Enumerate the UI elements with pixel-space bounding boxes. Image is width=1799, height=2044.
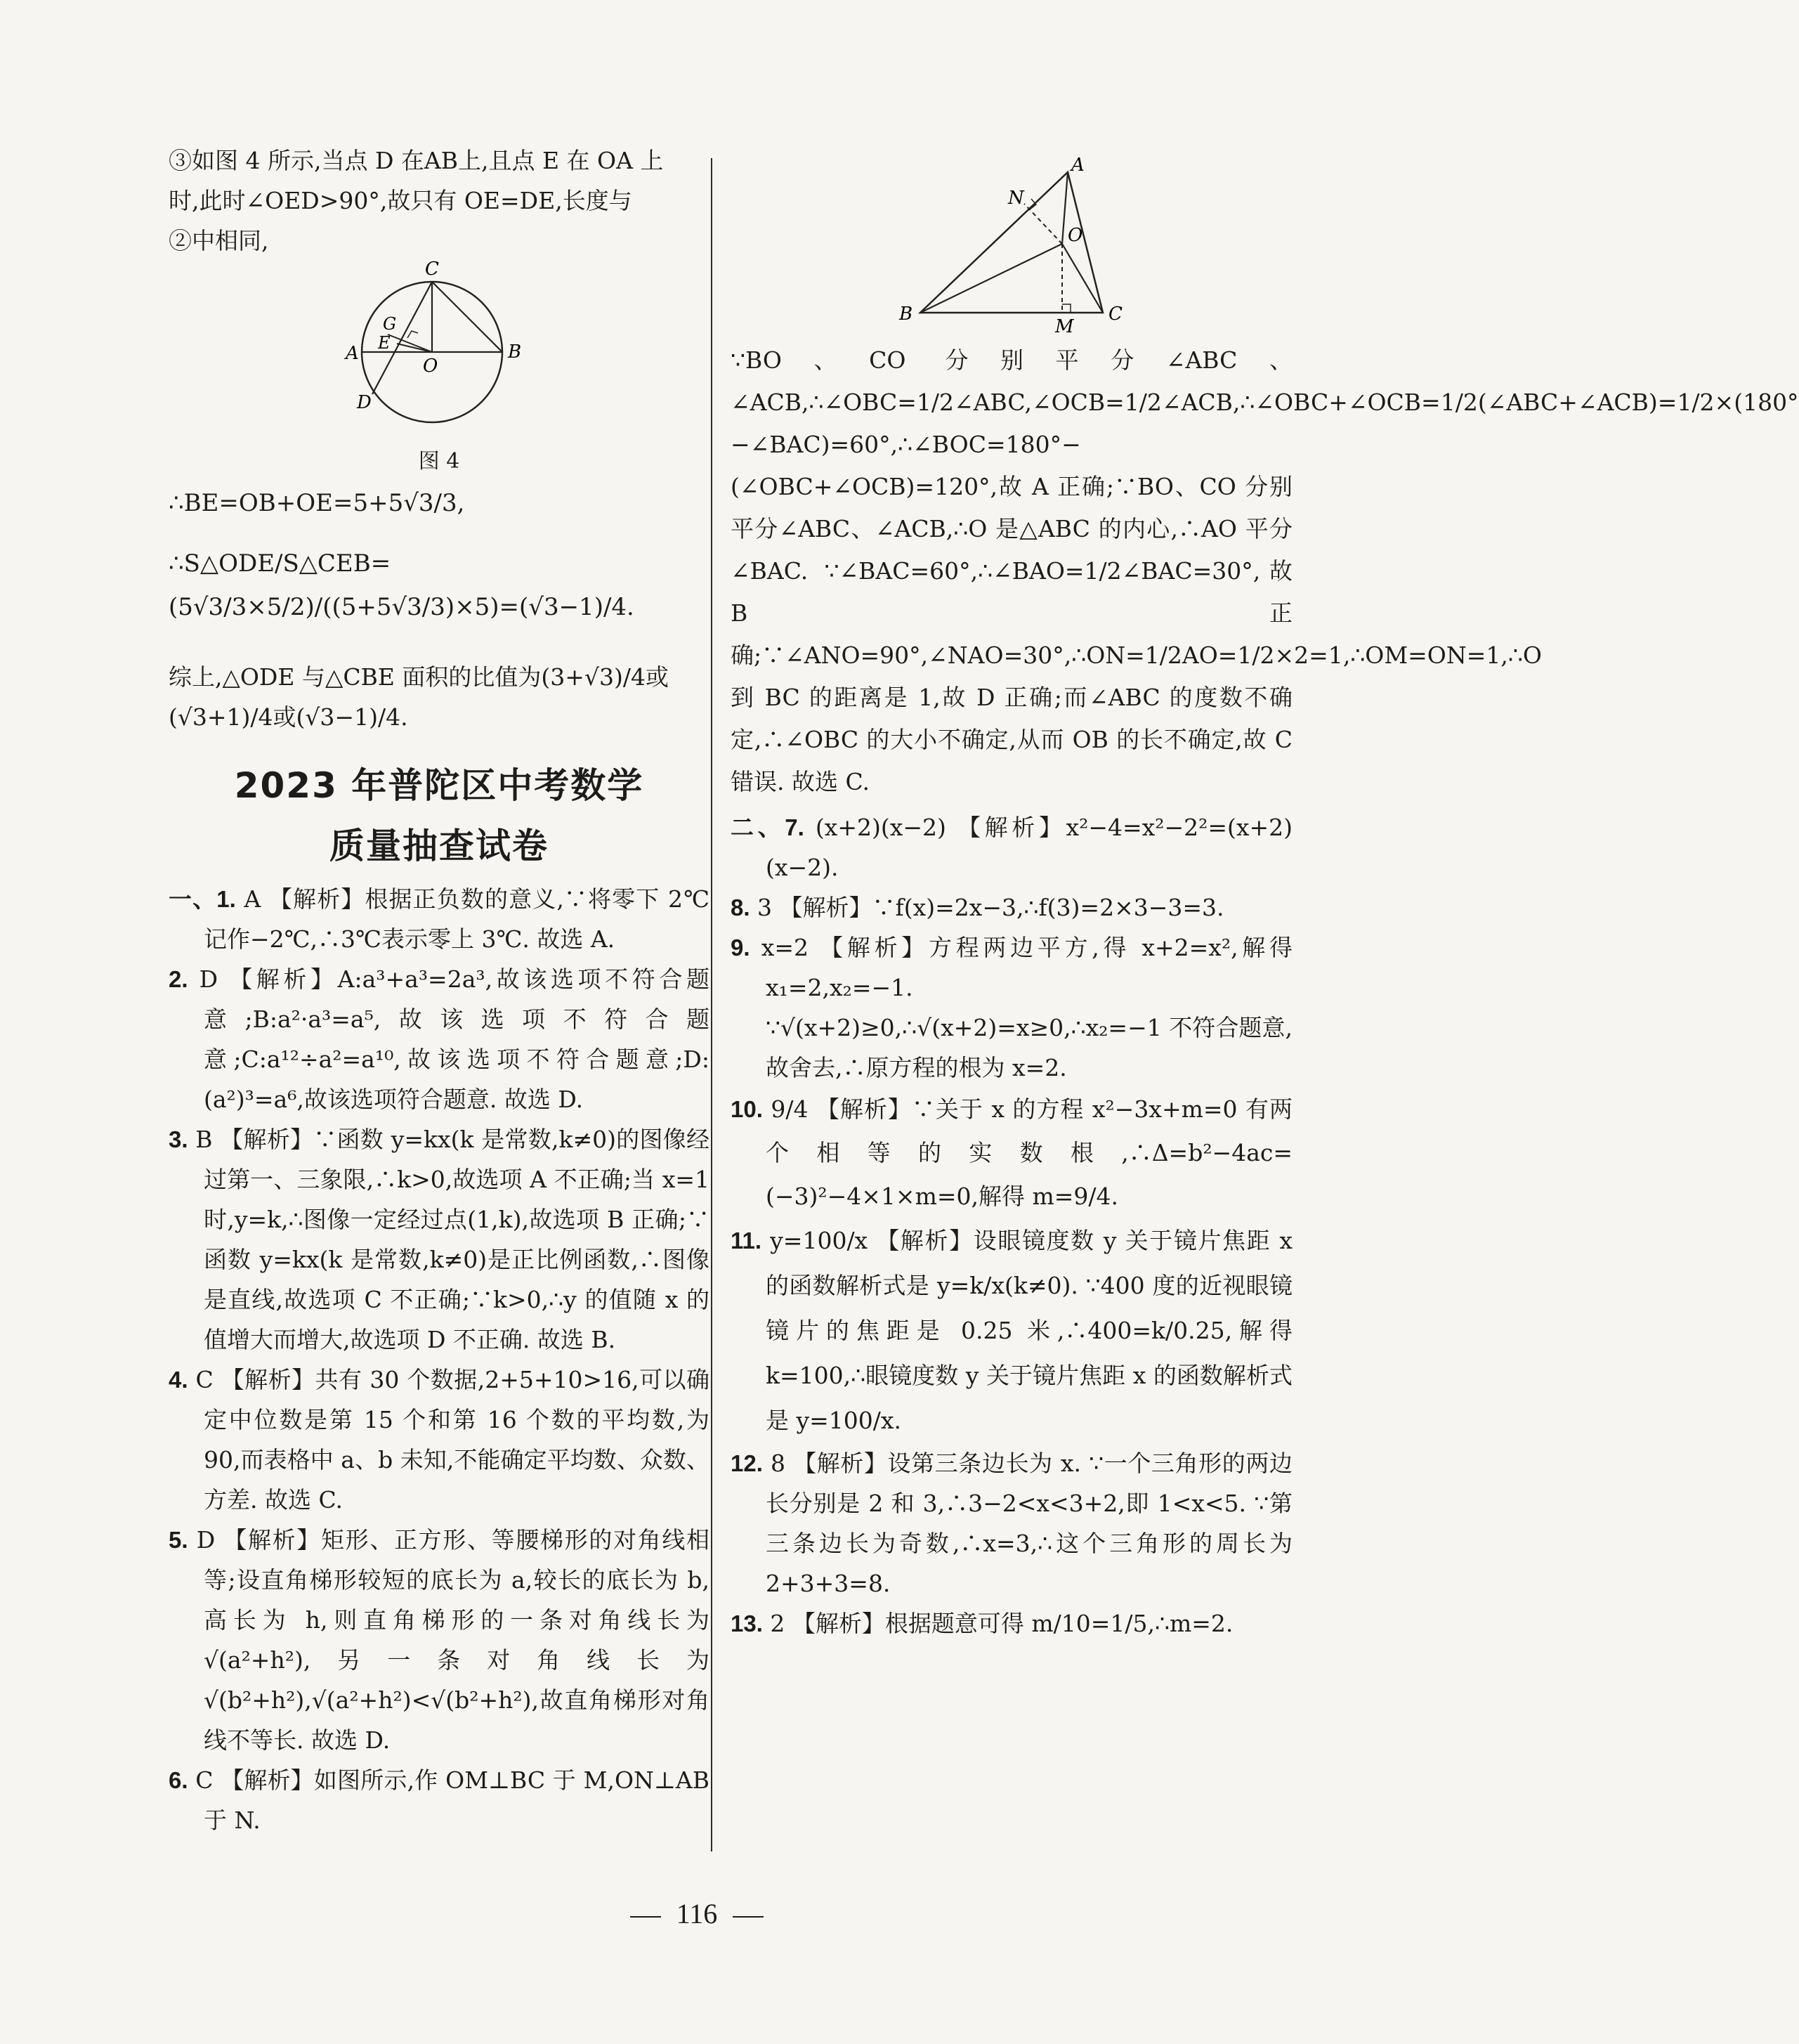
answer-number: 12. (731, 1450, 763, 1476)
tri-label-n: N (1008, 188, 1024, 209)
answer-number: 11. (731, 1228, 762, 1254)
figure-4-caption: 图 4 (418, 449, 460, 474)
answer-number: 5. (169, 1527, 188, 1553)
fig4-label-o: O (423, 356, 438, 377)
intro-line-3: ②中相同, (169, 227, 269, 254)
tri-label-m: M (1055, 316, 1074, 337)
page-number-value: 116 (676, 1898, 718, 1929)
answer-text: (x+2)(x−2) 【解析】x²−4=x²−2²=(x+2)(x−2). (766, 814, 1293, 881)
answer-item (169, 1360, 709, 1520)
intro-line-2: 时,此时∠OED>90°,故只有 OE=DE,长度与 (169, 187, 632, 214)
answer-text: B 【解析】∵函数 y=kx(k 是常数,k≠0)的图像经过第一、三象限,∴k>0,故选项 A 不正确;当 x=1 时,y=k,∴图像一定经过点(1,k),故选项 B 正确;∵函数 y=kx(k 是常数,k≠0)是正比例函数,∴图像是直线,故选项 C 不正确;∵k>0,∴y 的值随 x 的值增大而增大,故选项 D 不正确. 故选 B. (188, 1126, 709, 1353)
answer-number: 4. (169, 1367, 188, 1393)
fig4-label-d: D (357, 392, 372, 413)
answer-number: 9. (731, 935, 750, 961)
formula-be: ∴BE=OB+OE=5+5√3/3, (169, 489, 465, 517)
answer-item (169, 959, 709, 1119)
answer-text: D 【解析】A:a³+a³=2a³,故该选项不符合题意;B:a²·a³=a⁵,故该选项不符合题意;C:a¹²÷a²=a¹⁰,故该选项不符合题意;D:(a²)³=a⁶,故该选项符合题意. 故选 D. (188, 965, 709, 1113)
answer-text: 2 【解析】根据题意可得 m/10=1/5,∴m=2. (762, 1610, 1234, 1637)
answer-text: 9/4 【解析】∵关于 x 的方程 x²−3x+m=0 有两个相等的实数根,∴Δ=b²−4ac=(−3)²−4×1×m=0,解得 m=9/4. (762, 1095, 1293, 1210)
answer-text: 3 【解析】∵f(x)=2x−3,∴f(3)=2×3−3=3. (750, 894, 1224, 921)
answer-text: A 【解析】根据正负数的意义,∵将零下 2℃记作−2℃,∴3℃表示零上 3℃. 故选 A. (204, 885, 709, 953)
answer-text: y=100/x 【解析】设眼镜度数 y 关于镜片焦距 x 的函数解析式是 y=k/x(k≠0). ∵400 度的近视眼镜镜片的焦距是 0.25 米,∴400=k/0.25,解得 k=100,∴眼镜度数 y 关于镜片焦距 x 的函数解析式是 y=100/x. (761, 1227, 1293, 1434)
column-divider (711, 158, 712, 1851)
answer-number: 二、7. (731, 814, 804, 840)
fig4-label-c: C (425, 259, 439, 280)
page-number (0, 1897, 1394, 1930)
answer-item (731, 1603, 1293, 1643)
answer-number: 2. (169, 966, 188, 992)
intro-line-1: ③如图 4 所示,当点 D 在AB上,且点 E 在 OA 上 (169, 147, 664, 174)
page-number-dash-right (733, 1916, 764, 1918)
answer-number: 10. (731, 1096, 763, 1122)
answer-item (731, 1088, 1293, 1218)
summary-line-1: 综上,△ODE 与△CBE 面积的比值为(3+√3)/4或 (169, 663, 669, 691)
answer-item (731, 1218, 1293, 1443)
answer-text: C 【解析】共有 30 个数据,2+5+10>16,可以确定中位数是第 15 个和第 16 个数的平均数,为 90,而表格中 a、b 未知,不能确定平均数、众数、方差. 故选 C. (188, 1366, 709, 1514)
left-column (169, 141, 709, 1840)
answer-list-left (169, 879, 709, 1840)
tri-label-b: B (899, 304, 913, 325)
answer-number: 6. (169, 1767, 188, 1793)
answer-item (731, 887, 1293, 927)
answer-text: 8 【解析】设第三条边长为 x. ∵一个三角形的两边长分别是 2 和 3,∴3−2<x<3+2,即 1<x<5. ∵第三条边长为奇数,∴x=3,∴这个三角形的周长为 2+3+3=8. (762, 1450, 1293, 1597)
answer-item (169, 1119, 709, 1360)
answer-list-right (731, 807, 1293, 1643)
tri-label-c: C (1108, 304, 1123, 325)
fig4-label-b: B (508, 341, 522, 363)
triangle-figure (731, 151, 1293, 337)
answer-number: 一、1. (169, 886, 236, 912)
answer-number: 3. (169, 1126, 188, 1152)
fig4-label-g: G (383, 314, 397, 334)
page-number-dash-left (630, 1916, 661, 1918)
answer-item (169, 1760, 709, 1840)
tri-label-o: O (1068, 225, 1083, 246)
answer-item (169, 879, 709, 959)
fig4-label-a: A (346, 343, 359, 364)
answer-item (731, 807, 1293, 887)
answer-number: 13. (731, 1610, 763, 1636)
answer-6-explanation: ∵BO、CO 分别平分∠ABC、∠ACB,∴∠OBC=1/2∠ABC,∠OCB=1/2∠ACB,∴∠OBC+∠OCB=1/2(∠ABC+∠ACB)=1/2×(180°−∠BAC)=60°,∴∠BOC=180°−(∠OBC+∠OCB)=120°,故 A 正确;∵BO、CO 分别平分∠ABC、∠ACB,∴O 是△ABC 的内心,∴AO 平分∠BAC. ∵∠BAC=60°,∴∠BAO=1/2∠BAC=30°,故 B 正确;∵∠ANO=90°,∠NAO=30°,∴ON=1/2AO=1/2×2=1,∴OM=ON=1,∴O 到 BC 的距离是 1,故 D 正确;而∠ABC 的度数不确定,∴∠OBC 的大小不确定,从而 OB 的长不确定,故 C 错误. 故选 C. (731, 346, 1799, 795)
answer-number: 8. (731, 894, 750, 920)
formula-area-ratio: ∴S△ODE/S△CEB=(5√3/3×5/2)/((5+5√3/3)×5)=(√3−1)/4. (169, 549, 634, 621)
right-column (731, 151, 1799, 1643)
figure-4-circle (169, 261, 709, 443)
exam-title-line-2: 质量抽查试卷 (329, 826, 549, 866)
answer-item (731, 1443, 1293, 1603)
answer-text: D 【解析】矩形、正方形、等腰梯形的对角线相等;设直角梯形较短的底长为 a,较长的底长为 b,高长为 h,则直角梯形的一条对角线长为 √(a²+h²),另一条对角线长为 √(b²+h²),√(a²+h²)<√(b²+h²),故直角梯形对角线不等长. 故选 D. (188, 1526, 709, 1754)
tri-label-a: A (1071, 155, 1085, 176)
exam-title-line-1: 2023 年普陀区中考数学 (234, 765, 644, 806)
summary-line-2: (√3+1)/4或(√3−1)/4. (169, 703, 408, 731)
answer-item (731, 927, 1293, 1088)
fig4-label-e: E (378, 333, 391, 353)
answer-text: x=2 【解析】方程两边平方,得 x+2=x²,解得 x₁=2,x₂=−1. ∵√(x+2)≥0,∴√(x+2)=x≥0,∴x₂=−1 不符合题意,故舍去,∴原方程的根为 x=2. (750, 934, 1293, 1081)
answer-item (169, 1520, 709, 1760)
answer-text: C 【解析】如图所示,作 OM⊥BC 于 M,ON⊥AB 于 N. (188, 1766, 709, 1834)
